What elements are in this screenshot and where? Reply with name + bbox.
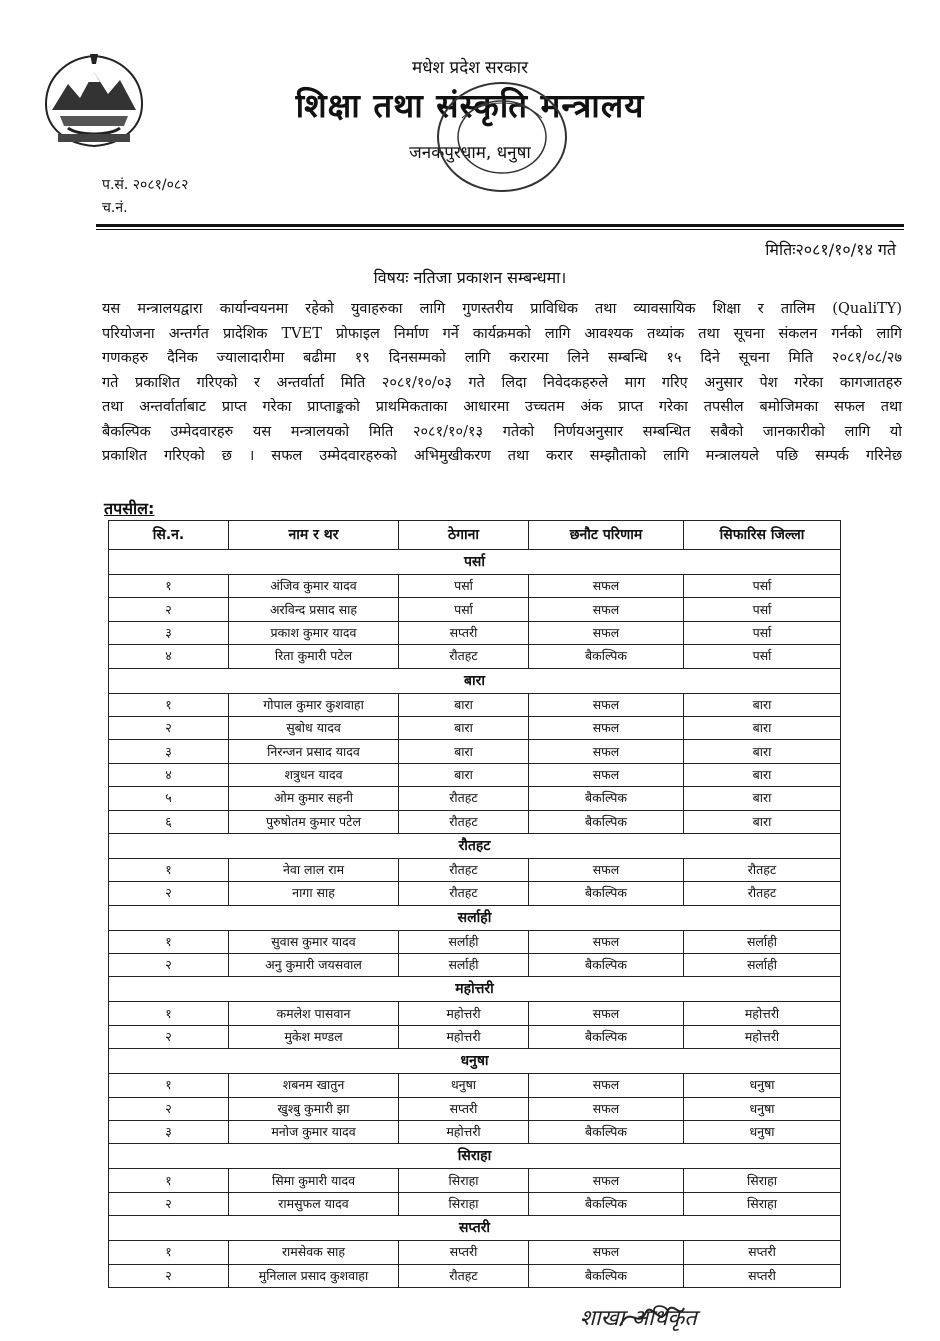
cell-name: खुश्बु कुमारी झा <box>229 1097 399 1120</box>
cell-serial: १ <box>109 1074 229 1097</box>
cell-name: अंजिव कुमार यादव <box>229 575 399 598</box>
cell-result: सफल <box>529 716 684 739</box>
cell-recommended-district: सप्तरी <box>684 1264 841 1287</box>
table-row <box>109 1097 841 1120</box>
table-row <box>109 645 841 668</box>
table-row <box>109 954 841 977</box>
table-row <box>109 930 841 953</box>
cell-result: सफल <box>529 1169 684 1192</box>
district-group-heading: सर्लाही <box>109 905 841 930</box>
district-group-row <box>109 1144 841 1169</box>
district-group-row <box>109 668 841 693</box>
cell-address: बारा <box>399 693 529 716</box>
cell-address: पर्सा <box>399 598 529 621</box>
cell-result: बैकल्पिक <box>529 1025 684 1048</box>
cell-recommended-district: महोत्तरी <box>684 1002 841 1025</box>
table-row <box>109 621 841 644</box>
district-group-heading: बारा <box>109 668 841 693</box>
column-header-name: नाम र थर <box>229 521 399 550</box>
schedule-label: तपसील: <box>104 499 155 518</box>
letter-subject <box>0 266 940 288</box>
cell-serial: १ <box>109 693 229 716</box>
cell-recommended-district: पर्सा <box>684 575 841 598</box>
cell-result: सफल <box>529 740 684 763</box>
cell-recommended-district: पर्सा <box>684 645 841 668</box>
cell-address: रौतहट <box>399 787 529 810</box>
cell-result: सफल <box>529 858 684 881</box>
cell-name: नेवा लाल राम <box>229 858 399 881</box>
cell-recommended-district: सिराहा <box>684 1169 841 1192</box>
cell-result: बैकल्पिक <box>529 1264 684 1287</box>
cell-result: बैकल्पिक <box>529 787 684 810</box>
cell-name: शत्रुधन यादव <box>229 763 399 786</box>
cell-recommended-district: बारा <box>684 716 841 739</box>
cell-serial: १ <box>109 1241 229 1264</box>
district-group-heading: पर्सा <box>109 550 841 575</box>
cell-result: बैकल्पिक <box>529 645 684 668</box>
cell-result: सफल <box>529 598 684 621</box>
letter-body <box>102 297 902 469</box>
header-divider-thin <box>96 229 904 230</box>
cell-address: सप्तरी <box>399 621 529 644</box>
district-group-heading: धनुषा <box>109 1049 841 1074</box>
cell-address: महोत्तरी <box>399 1025 529 1048</box>
cell-serial: ५ <box>109 787 229 810</box>
cell-serial: २ <box>109 1025 229 1048</box>
letter-date: मितिः२०८१/१०/१४ गते <box>765 240 896 259</box>
cell-address: रौतहट <box>399 858 529 881</box>
cell-serial: ३ <box>109 740 229 763</box>
cell-name: गोपाल कुमार कुशवाहा <box>229 693 399 716</box>
cell-result: सफल <box>529 1074 684 1097</box>
cell-name: पुरुषोतम कुमार पटेल <box>229 810 399 833</box>
table-row <box>109 575 841 598</box>
body-line: परियोजना अन्तर्गत प्रादेशिक TVET प्रोफाइल निर्माण गर्ने कार्यक्रमको लागि आवश्यक तथ्यांक तथा सूचना संकलन गर्नको लागि <box>102 325 902 342</box>
cell-name: रामसेवक साह <box>229 1241 399 1264</box>
cell-result: सफल <box>529 575 684 598</box>
cell-result: बैकल्पिक <box>529 1121 684 1144</box>
cell-serial: २ <box>109 882 229 905</box>
cell-result: सफल <box>529 1002 684 1025</box>
cell-address: महोत्तरी <box>399 1121 529 1144</box>
cell-recommended-district: रौतहट <box>684 882 841 905</box>
cell-name: प्रकाश कुमार यादव <box>229 621 399 644</box>
table-row <box>109 763 841 786</box>
column-header-result: छनौट परिणाम <box>529 521 684 550</box>
dispatch-number: च.नं. <box>102 200 128 216</box>
cell-name: सुबोध यादव <box>229 716 399 739</box>
cell-serial: २ <box>109 1097 229 1120</box>
body-line: गणकहरु दैनिक ज्यालादारीमा बढीमा १९ दिनसम्मको लागि करारमा लिने सम्बन्धि १५ दिने सूचना मिति २०८१/०८/२७ <box>102 350 902 366</box>
body-line: गते प्रकाशित गरिएको र अन्तर्वार्ता मिति २०८१/१०/०३ गते लिदा निवेदकहरुले माग गरिए अनुसार पेश गरेका कागजातहरु <box>102 374 902 391</box>
district-group-row <box>109 833 841 858</box>
cell-name: मनोज कुमार यादव <box>229 1121 399 1144</box>
cell-address: सर्लाही <box>399 954 529 977</box>
body-line: प्रकाशित गरिएको छ । सफल उम्मेदवारहरुको अभिमुखीकरण तथा करार सम्झौताको लागि मन्त्रालयले पछि सम्पर्क गरिनेछ <box>102 448 902 464</box>
cell-serial: १ <box>109 1169 229 1192</box>
cell-recommended-district: बारा <box>684 810 841 833</box>
cell-recommended-district: सर्लाही <box>684 930 841 953</box>
table-row <box>109 740 841 763</box>
column-header-serial: सि.न. <box>109 521 229 550</box>
cell-name: मुकेश मण्डल <box>229 1025 399 1048</box>
fiscal-year-reference: प.सं. २०८१/०८२ <box>102 177 189 193</box>
ministry-name: शिक्षा तथा संस्कृति मन्त्रालय <box>295 86 645 125</box>
table-row <box>109 1074 841 1097</box>
signature-caption: शाखा अधिकृत <box>580 1306 697 1331</box>
district-group-heading: सप्तरी <box>109 1216 841 1241</box>
cell-name: सुवास कुमार यादव <box>229 930 399 953</box>
subject-prefix: विषयः <box>373 268 409 287</box>
table-row <box>109 1025 841 1048</box>
district-group-row <box>109 550 841 575</box>
body-line: तथा अन्तर्वार्ताबाट प्राप्त गरेका प्राप्ताङ्कको प्राथमिकताका आधारमा उच्चतम अंक प्राप्त गरेका तपसील बमोजिमका सफल तथा <box>102 399 902 415</box>
cell-serial: १ <box>109 1002 229 1025</box>
table-row <box>109 787 841 810</box>
results-table-body <box>109 550 841 1288</box>
table-row <box>109 716 841 739</box>
district-group-heading: महोत्तरी <box>109 977 841 1002</box>
cell-serial: ३ <box>109 1121 229 1144</box>
district-group-row <box>109 905 841 930</box>
header-divider <box>96 224 904 227</box>
table-row <box>109 1192 841 1215</box>
body-line: यस मन्त्रालयद्वारा कार्यान्वयनमा रहेको युवाहरुका लागि गुणस्तरीय प्राविधिक तथा व्यावसायिक शिक्षा र तालिम (QualiTY) <box>102 301 902 317</box>
cell-address: रौतहट <box>399 810 529 833</box>
table-row <box>109 810 841 833</box>
cell-address: सिराहा <box>399 1192 529 1215</box>
cell-name: कमलेश पासवान <box>229 1002 399 1025</box>
district-group-row <box>109 1216 841 1241</box>
cell-serial: २ <box>109 1264 229 1287</box>
cell-name: नागा साह <box>229 882 399 905</box>
cell-recommended-district: महोत्तरी <box>684 1025 841 1048</box>
government-name: मधेश प्रदेश सरकार <box>411 58 529 78</box>
cell-serial: १ <box>109 858 229 881</box>
cell-address: पर्सा <box>399 575 529 598</box>
cell-recommended-district: धनुषा <box>684 1121 841 1144</box>
table-row <box>109 598 841 621</box>
table-row <box>109 693 841 716</box>
table-row <box>109 858 841 881</box>
district-group-row <box>109 1049 841 1074</box>
cell-serial: २ <box>109 598 229 621</box>
cell-serial: ३ <box>109 621 229 644</box>
cell-recommended-district: बारा <box>684 763 841 786</box>
cell-serial: ४ <box>109 645 229 668</box>
body-line: बैकल्पिक उम्मेदवारहरु यस मन्त्रालयको मिति २०८१/१०/१३ गतेको निर्णयअनुसार सम्बन्धित सबैको जानकारीको लागि यो <box>102 423 902 440</box>
cell-recommended-district: सिराहा <box>684 1192 841 1215</box>
cell-address: सिराहा <box>399 1169 529 1192</box>
table-row <box>109 1169 841 1192</box>
cell-address: रौतहट <box>399 645 529 668</box>
district-group-row <box>109 977 841 1002</box>
cell-address: सप्तरी <box>399 1097 529 1120</box>
cell-address: रौतहट <box>399 1264 529 1287</box>
table-row <box>109 1121 841 1144</box>
cell-recommended-district: धनुषा <box>684 1097 841 1120</box>
office-address: जनकपुरधाम, धनुषा <box>409 143 531 163</box>
subject-text: नतिजा प्रकाशन सम्बन्धमा। <box>413 268 567 287</box>
cell-result: बैकल्पिक <box>529 882 684 905</box>
cell-name: ओम कुमार सहनी <box>229 787 399 810</box>
cell-serial: २ <box>109 716 229 739</box>
table-row <box>109 1264 841 1287</box>
cell-result: बैकल्पिक <box>529 1192 684 1215</box>
cell-address: सप्तरी <box>399 1241 529 1264</box>
cell-address: महोत्तरी <box>399 1002 529 1025</box>
cell-address: धनुषा <box>399 1074 529 1097</box>
cell-address: बारा <box>399 763 529 786</box>
cell-name: मुनिलाल प्रसाद कुशवाहा <box>229 1264 399 1287</box>
cell-recommended-district: बारा <box>684 740 841 763</box>
cell-serial: ४ <box>109 763 229 786</box>
cell-result: सफल <box>529 763 684 786</box>
column-header-recommended-district: सिफारिस जिल्ला <box>684 521 841 550</box>
cell-recommended-district: बारा <box>684 693 841 716</box>
cell-recommended-district: सर्लाही <box>684 954 841 977</box>
cell-serial: १ <box>109 575 229 598</box>
cell-name: निरन्जन प्रसाद यादव <box>229 740 399 763</box>
cell-name: शबनम खातुन <box>229 1074 399 1097</box>
cell-result: सफल <box>529 693 684 716</box>
cell-result: सफल <box>529 930 684 953</box>
cell-serial: ६ <box>109 810 229 833</box>
cell-recommended-district: पर्सा <box>684 598 841 621</box>
cell-serial: २ <box>109 954 229 977</box>
cell-name: अनु कुमारी जयसवाल <box>229 954 399 977</box>
signature-icon <box>616 1300 686 1334</box>
cell-recommended-district: सप्तरी <box>684 1241 841 1264</box>
results-table <box>108 520 841 1288</box>
cell-address: बारा <box>399 716 529 739</box>
cell-serial: १ <box>109 930 229 953</box>
cell-name: रिता कुमारी पटेल <box>229 645 399 668</box>
cell-recommended-district: बारा <box>684 787 841 810</box>
cell-result: सफल <box>529 1241 684 1264</box>
cell-result: सफल <box>529 621 684 644</box>
cell-recommended-district: रौतहट <box>684 858 841 881</box>
office-stamp <box>432 78 572 196</box>
cell-serial: २ <box>109 1192 229 1215</box>
district-group-heading: सिराहा <box>109 1144 841 1169</box>
table-header-row <box>109 521 841 550</box>
cell-recommended-district: धनुषा <box>684 1074 841 1097</box>
column-header-address: ठेगाना <box>399 521 529 550</box>
district-group-heading: रौतहट <box>109 833 841 858</box>
cell-name: सिमा कुमारी यादव <box>229 1169 399 1192</box>
cell-address: बारा <box>399 740 529 763</box>
cell-address: रौतहट <box>399 882 529 905</box>
cell-name: रामसुफल यादव <box>229 1192 399 1215</box>
cell-result: बैकल्पिक <box>529 810 684 833</box>
table-row <box>109 1241 841 1264</box>
cell-address: सर्लाही <box>399 930 529 953</box>
cell-recommended-district: पर्सा <box>684 621 841 644</box>
table-row <box>109 1002 841 1025</box>
cell-result: सफल <box>529 1097 684 1120</box>
table-row <box>109 882 841 905</box>
cell-name: अरविन्द प्रसाद साह <box>229 598 399 621</box>
cell-result: बैकल्पिक <box>529 954 684 977</box>
